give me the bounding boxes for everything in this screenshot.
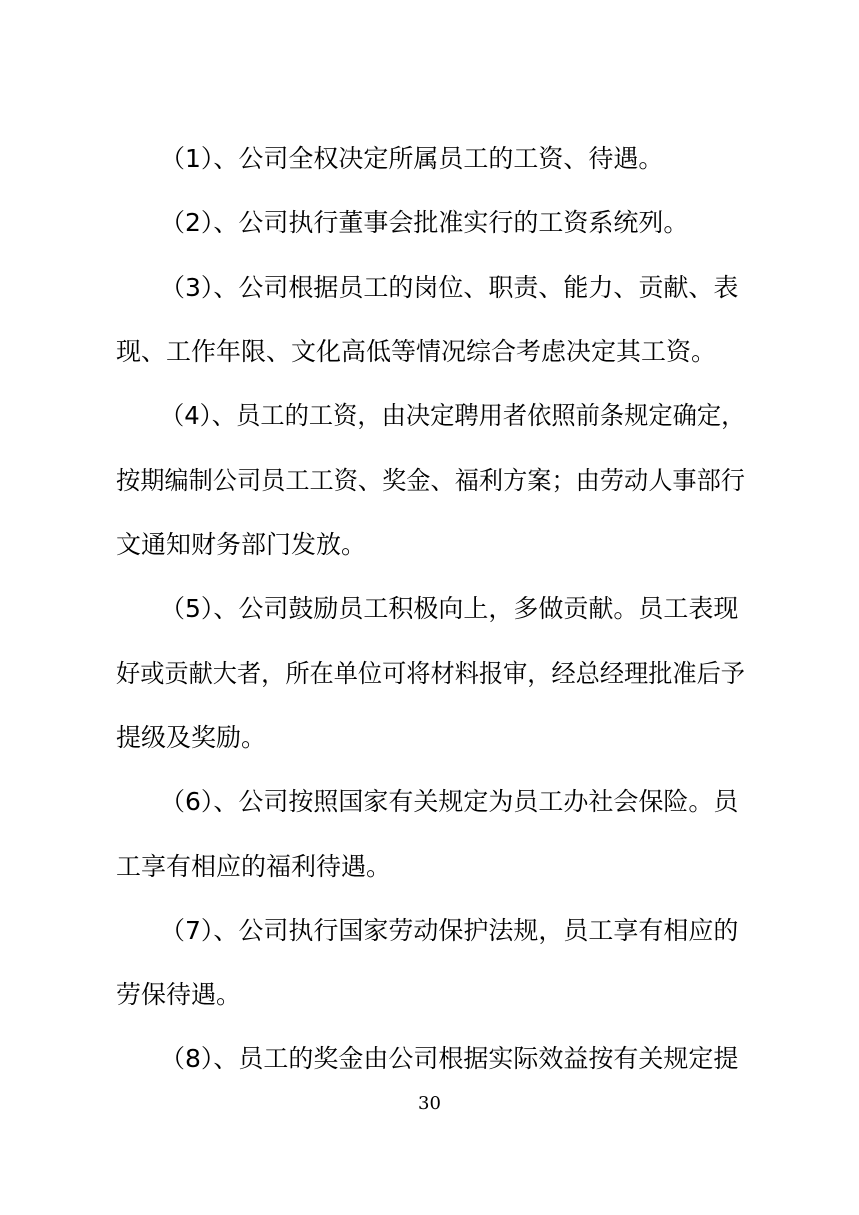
text-line: （6）、公司按照国家有关规定为员工办社会保险。员: [160, 787, 739, 816]
page-number: 30: [418, 1093, 441, 1114]
text-line: （2）、公司执行董事会批准实行的工资系统列。: [160, 208, 689, 237]
text-line: （5）、公司鼓励员工积极向上，多做贡献。员工表现: [160, 594, 739, 623]
text-line: （1）、公司全权决定所属员工的工资、待遇。: [160, 144, 664, 173]
text-line: 提级及奖励。: [116, 723, 267, 752]
text-line: （3）、公司根据员工的岗位、职责、能力、贡献、表: [160, 273, 739, 302]
text-line: 文通知财务部门发放。: [116, 530, 367, 559]
text-line: 按期编制公司员工工资、奖金、福利方案；由劳动人事部行: [116, 466, 746, 495]
text-line: 劳保待遇。: [116, 980, 242, 1009]
text-line: 工享有相应的福利待遇。: [116, 852, 392, 881]
text-line: 好或贡献大者，所在单位可将材料报审，经总经理批准后予: [116, 659, 746, 688]
text-line: 现、工作年限、文化高低等情况综合考虑决定其工资。: [116, 337, 717, 366]
text-line: （7）、公司执行国家劳动保护法规，员工享有相应的: [160, 916, 739, 945]
text-line: （8）、员工的奖金由公司根据实际效益按有关规定提: [160, 1044, 739, 1073]
text-line: （4）、员工的工资，由决定聘用者依照前条规定确定，: [160, 401, 746, 430]
